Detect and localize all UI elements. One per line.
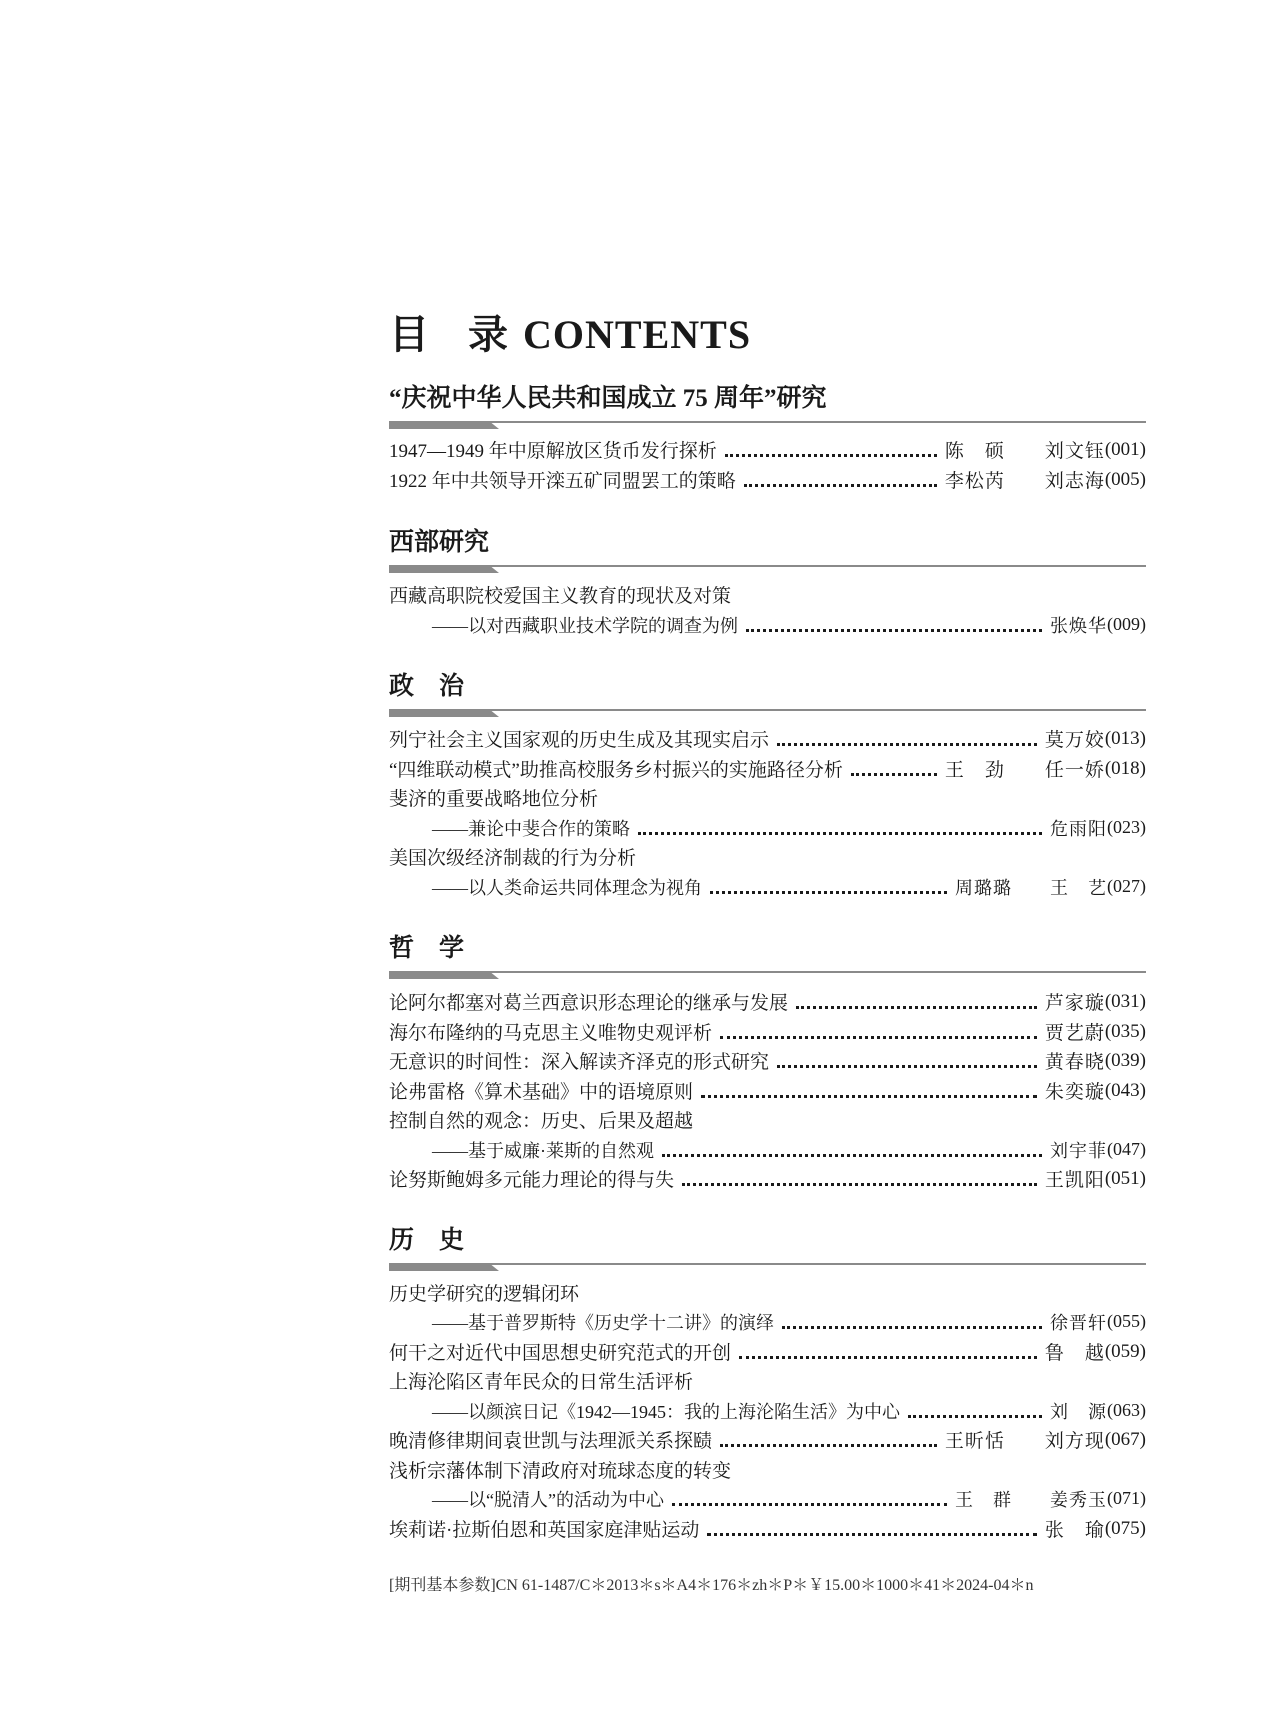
article-authors: 周璐璐 王 艺 (955, 877, 1107, 898)
article-title: “四维联动模式”助推高校服务乡村振兴的实施路径分析 (389, 760, 843, 781)
section-header (389, 528, 1146, 574)
article-authors: 刘 源 (1050, 1401, 1107, 1422)
article-title: 控制自然的观念：历史、后果及超越 (389, 1111, 694, 1132)
dot-leader (672, 1495, 947, 1506)
toc-entry[interactable] (389, 1046, 1146, 1075)
article-authors: 张 瑜 (1044, 1520, 1105, 1541)
article-title: 美国次级经济制裁的行为分析 (389, 848, 637, 869)
article-title: 历史学研究的逻辑闭环 (389, 1284, 580, 1305)
article-authors: 朱奕璇 (1044, 1082, 1105, 1103)
article-title: 斐济的重要战略地位分析 (389, 789, 599, 810)
section-title: 哲 学 (389, 935, 465, 962)
article-authors: 王 劲 任一娇 (944, 760, 1105, 781)
article-authors: 贾艺蔚 (1044, 1023, 1105, 1044)
dot-leader (739, 1348, 1037, 1359)
dot-leader (746, 621, 1042, 632)
dot-leader (796, 998, 1037, 1009)
article-title: 列宁社会主义国家观的历史生成及其现实启示 (389, 730, 770, 751)
article-title: 海尔布隆纳的马克思主义唯物史观评析 (389, 1023, 713, 1044)
article-subtitle: ——以人类命运共同体理念为视角 (432, 877, 702, 898)
page-number: (075) (1104, 1517, 1146, 1539)
toc-subentry[interactable] (389, 1307, 1146, 1336)
page-number: (039) (1104, 1049, 1146, 1071)
article-subtitle: ——兼论中斐合作的策略 (432, 818, 630, 839)
section-rule (389, 709, 1146, 718)
dot-leader (720, 1028, 1037, 1039)
section-header (389, 1226, 1146, 1272)
toc-subentry[interactable] (389, 1484, 1146, 1513)
article-title: 上海沦陷区青年民众的日常生活评析 (389, 1372, 694, 1393)
article-title: 何干之对近代中国思想史研究范式的开创 (389, 1343, 732, 1364)
article-authors: 刘宇菲 (1050, 1140, 1107, 1161)
article-subtitle: ——以“脱清人”的活动为中心 (432, 1489, 664, 1510)
page-number: (047) (1107, 1139, 1146, 1159)
toc-entry[interactable] (389, 754, 1146, 783)
article-title: 无意识的时间性：深入解读齐泽克的形式研究 (389, 1052, 770, 1073)
toc-subentry[interactable] (389, 1396, 1146, 1425)
article-authors: 张焕华 (1050, 615, 1107, 636)
article-authors: 莫万姣 (1044, 730, 1105, 751)
page-number: (005) (1104, 468, 1146, 490)
section-rule (389, 421, 1146, 430)
title-char-lu: 录 (468, 312, 509, 357)
page-title (389, 303, 751, 360)
page-number: (059) (1104, 1340, 1146, 1362)
page-number: (043) (1104, 1079, 1146, 1101)
page-number: (018) (1104, 757, 1146, 779)
section-header (389, 384, 1146, 430)
toc-entry[interactable] (389, 1105, 1146, 1134)
dot-leader (720, 1436, 937, 1447)
section-title: 历 史 (389, 1227, 465, 1254)
section-header (389, 672, 1146, 718)
page-number: (051) (1104, 1167, 1146, 1189)
article-authors: 王昕恬 刘方现 (944, 1431, 1105, 1452)
toc-entry[interactable] (389, 1164, 1146, 1193)
article-authors: 王凯阳 (1044, 1170, 1105, 1191)
article-title: 1947—1949 年中原解放区货币发行探析 (389, 441, 717, 462)
article-subtitle: ——基于普罗斯特《历史学十二讲》的演绎 (432, 1312, 774, 1333)
dot-leader (744, 476, 937, 487)
dot-leader (710, 883, 947, 894)
toc-entry[interactable] (389, 1337, 1146, 1366)
page-number: (013) (1104, 727, 1146, 749)
dot-leader (725, 446, 937, 457)
article-subtitle: ——以对西藏职业技术学院的调查为例 (432, 615, 738, 636)
page-number: (071) (1107, 1488, 1146, 1508)
toc-entry[interactable] (389, 1425, 1146, 1454)
dot-leader (638, 824, 1042, 835)
section-rule (389, 1263, 1146, 1272)
article-title: 论弗雷格《算术基础》中的语境原则 (389, 1082, 694, 1103)
section-title: 西部研究 (389, 529, 490, 556)
toc-entry[interactable] (389, 580, 1146, 609)
article-title: 1922 年中共领导开滦五矿同盟罢工的策略 (389, 471, 736, 492)
page-number: (027) (1107, 876, 1146, 896)
page-number: (063) (1107, 1400, 1146, 1420)
section-rule (389, 565, 1146, 574)
toc-entry[interactable] (389, 842, 1146, 871)
toc-entry[interactable] (389, 783, 1146, 812)
dot-leader (851, 765, 937, 776)
dot-leader (662, 1146, 1042, 1157)
toc-entry[interactable] (389, 724, 1146, 753)
article-authors: 徐晋轩 (1050, 1312, 1107, 1333)
article-authors: 鲁 越 (1044, 1343, 1105, 1364)
article-authors: 李松芮 刘志海 (944, 471, 1105, 492)
dot-leader (777, 735, 1037, 746)
page-number: (031) (1104, 990, 1146, 1012)
toc-subentry[interactable] (389, 610, 1146, 639)
article-authors: 芦家璇 (1044, 993, 1105, 1014)
dot-leader (908, 1407, 1042, 1418)
dot-leader (782, 1318, 1042, 1329)
page-number: (055) (1107, 1311, 1146, 1331)
section-title: 政 治 (389, 673, 465, 700)
dot-leader (777, 1057, 1037, 1068)
article-subtitle: ——基于威廉·莱斯的自然观 (432, 1140, 654, 1161)
toc-subentry[interactable] (389, 872, 1146, 901)
toc-subentry[interactable] (389, 1135, 1146, 1164)
toc-entry[interactable] (389, 1017, 1146, 1046)
article-authors: 陈 硕 刘文钰 (944, 441, 1105, 462)
toc-entry[interactable] (389, 1514, 1146, 1543)
article-title: 浅析宗藩体制下清政府对琉球态度的转变 (389, 1461, 732, 1482)
dot-leader (707, 1525, 1037, 1536)
article-title: 晚清修律期间袁世凯与法理派关系探赜 (389, 1431, 713, 1452)
article-authors: 危雨阳 (1050, 818, 1107, 839)
toc-entry[interactable] (389, 1278, 1146, 1307)
journal-parameters: [期刊基本参数]CN 61-1487/C＊2013＊s＊A4＊176＊zh＊P＊￥15.00＊1000＊41＊2024-04＊n (389, 1577, 1034, 1594)
article-title: 埃莉诺·拉斯伯恩和英国家庭津贴运动 (389, 1520, 700, 1541)
toc-entry[interactable] (389, 987, 1146, 1016)
article-title: 论阿尔都塞对葛兰西意识形态理论的继承与发展 (389, 993, 789, 1014)
article-authors: 王 群 姜秀玉 (955, 1489, 1107, 1510)
toc-entry[interactable] (389, 1455, 1146, 1484)
page-number: (035) (1104, 1020, 1146, 1042)
dot-leader (701, 1087, 1037, 1098)
toc-entry[interactable] (389, 1366, 1146, 1395)
toc-entry[interactable] (389, 465, 1146, 494)
article-title: 西藏高职院校爱国主义教育的现状及对策 (389, 586, 732, 607)
section-title: “庆祝中华人民共和国成立 75 周年”研究 (389, 385, 827, 412)
page-number: (009) (1107, 614, 1146, 634)
page-number: (067) (1104, 1428, 1146, 1450)
section-header (389, 934, 1146, 980)
section-rule (389, 971, 1146, 980)
toc-entry[interactable] (389, 1076, 1146, 1105)
article-subtitle: ——以颜滨日记《1942—1945：我的上海沦陷生活》为中心 (432, 1401, 900, 1422)
title-contents: CONTENTS (523, 312, 752, 357)
article-title: 论努斯鲍姆多元能力理论的得与失 (389, 1170, 675, 1191)
toc-entry[interactable] (389, 435, 1146, 464)
title-char-mu: 目 (389, 312, 430, 357)
dot-leader (682, 1175, 1037, 1186)
page-number: (001) (1104, 438, 1146, 460)
article-authors: 黄春晓 (1044, 1052, 1105, 1073)
toc-subentry[interactable] (389, 813, 1146, 842)
page-number: (023) (1107, 817, 1146, 837)
